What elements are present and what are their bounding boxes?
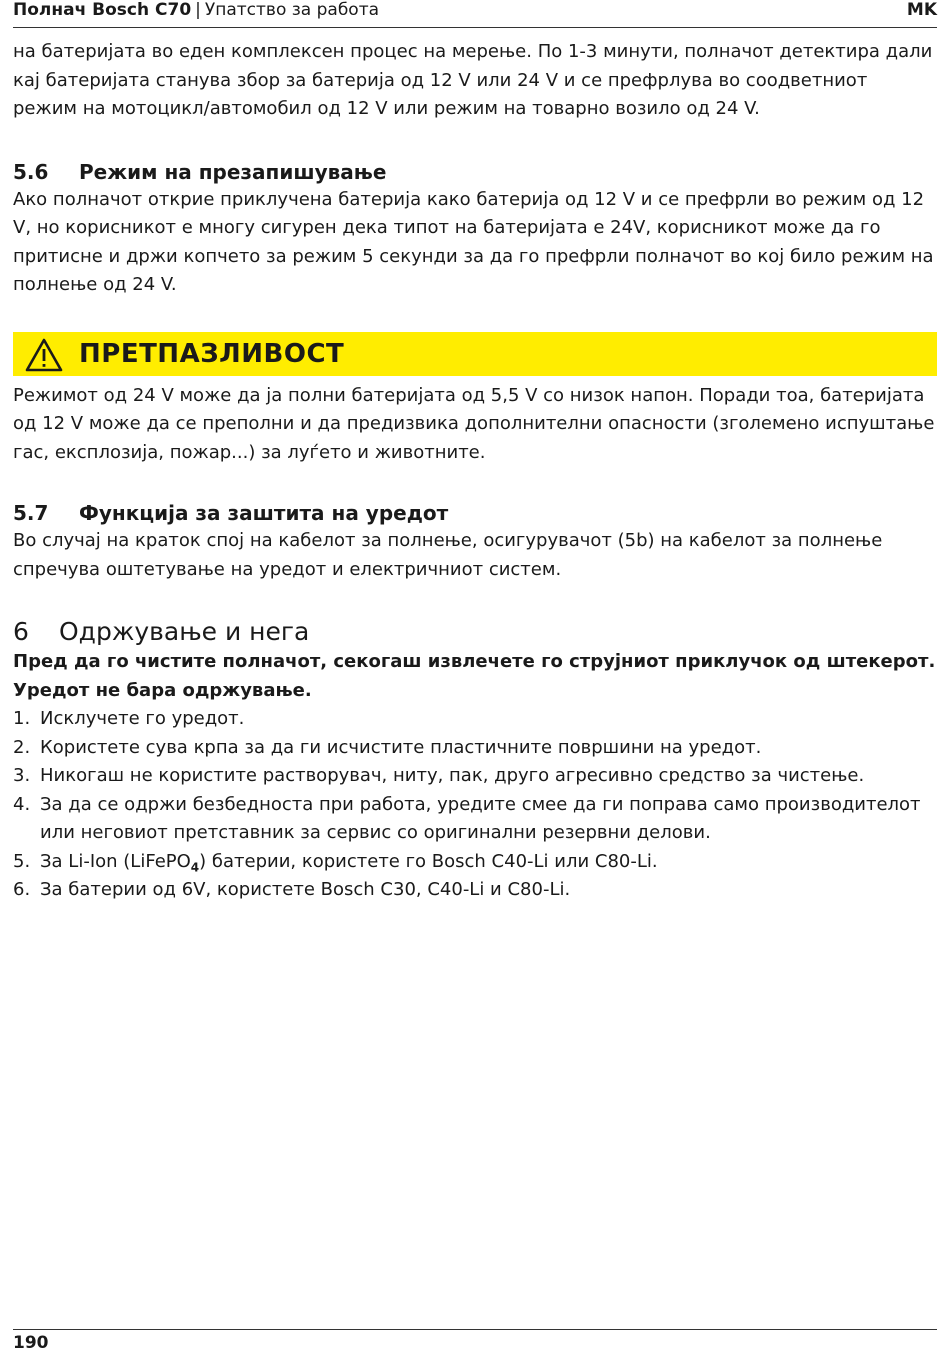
caution-banner [13,332,937,376]
list-item-number: 6. [13,879,31,900]
header-separator: | [195,0,201,20]
list-item [13,705,937,734]
list-item [13,734,937,763]
page-content [13,38,937,905]
section-6-title: Одржување и нега [59,617,310,646]
section-5-7-number: 5.7 [13,501,49,525]
section-5-6-number: 5.6 [13,159,49,184]
header-title-group [13,0,379,20]
list-item-text [40,850,658,875]
page-number: 190 [13,1333,49,1353]
list-item-text-end: ) батерии, користете го Bosch C40-Li или C80-Li. [199,850,658,872]
section-5-6-heading [13,158,937,186]
caution-title: ПРЕТПАЗЛИВОСТ [79,338,345,369]
list-item-text: Никогаш не користите растворувач, ниту, пак, друго агресивно средство за чистење. [40,765,865,786]
header-subtitle: Упатство за работа [204,0,380,20]
warning-triangle-icon [25,338,63,372]
list-item-number: 2. [13,736,31,758]
header-language-code: MK [906,0,937,20]
section-6-lead: Пред да го чистите полначот, секогаш извлечете го струјниот приклучок од штекерот. Уредот не бара одржување. [13,651,936,701]
list-item-number: 5. [13,850,31,872]
section-5-6-text: Ако полначот открие приклучена батерија како батерија од 12 V и се префрли во режим од 12 V, но корисникот е многу сигурен дека типот на батеријата е 24V, корисникот може да го притисне и држи копчето за режим 5 секунди за да го префрли полначот во кој било режим на полнење од 24 V. [13,188,934,295]
caution-text: Режимот од 24 V може да ја полни батеријата од 5,5 V со низок напон. Поради тоа, батеријата од 12 V може да се преполни и да предизвика дополнителни опасности (зголемено испуштање гас, експлозија, пожар...) за луѓето и животните. [13,384,935,463]
page-header [13,0,937,28]
list-item-text: За батерии од 6V, користете Bosch C30, C40-Li и C80-Li. [40,879,571,900]
list-item [13,791,937,848]
list-item-number: 4. [13,793,31,815]
list-item-number: 1. [13,708,31,729]
maintenance-list [13,705,937,905]
document-page [13,0,937,1364]
section-5-7-heading [13,499,937,527]
list-item-text-start: За Li-Ion (LiFePO [40,850,191,872]
footer-divider [13,1329,937,1330]
list-item-text: Користете сува крпа за да ги исчистите пластичните површини на уредот. [40,736,762,758]
section-6-heading [13,616,937,648]
list-item-text: За да се одржи безбедноста при работа, уредите смее да ги поправа само производителот или неговиот претставник за сервис со оригинални резервни делови. [40,793,921,843]
list-item [13,876,937,905]
section-5-7-text: Во случај на краток спој на кабелот за полнење, осигурувачот (5b) на кабелот за полнење спречува оштетување на уредот и електричниот систем. [13,530,883,580]
subscript: 4 [190,860,200,875]
list-item [13,848,937,877]
section-5-7-title: Функција за заштита на уредот [79,501,449,525]
section-6-number: 6 [13,617,29,646]
section-5-6-title: Режим на презапишување [79,159,387,184]
header-title: Полнач Bosch C70 [13,0,192,20]
list-item [13,762,937,791]
list-item-number: 3. [13,765,31,786]
list-item-text: Исклучете го уредот. [40,708,245,729]
intro-paragraph: на батеријата во еден комплексен процес на мерење. По 1-3 минути, полначот детектира дали кај батеријата станува збор за батерија од 12 V или 24 V и се префрлува во соодветниот режим на мотоцикл/автомобил од 12 V или режим на товарно возило од 24 V. [13,41,933,119]
